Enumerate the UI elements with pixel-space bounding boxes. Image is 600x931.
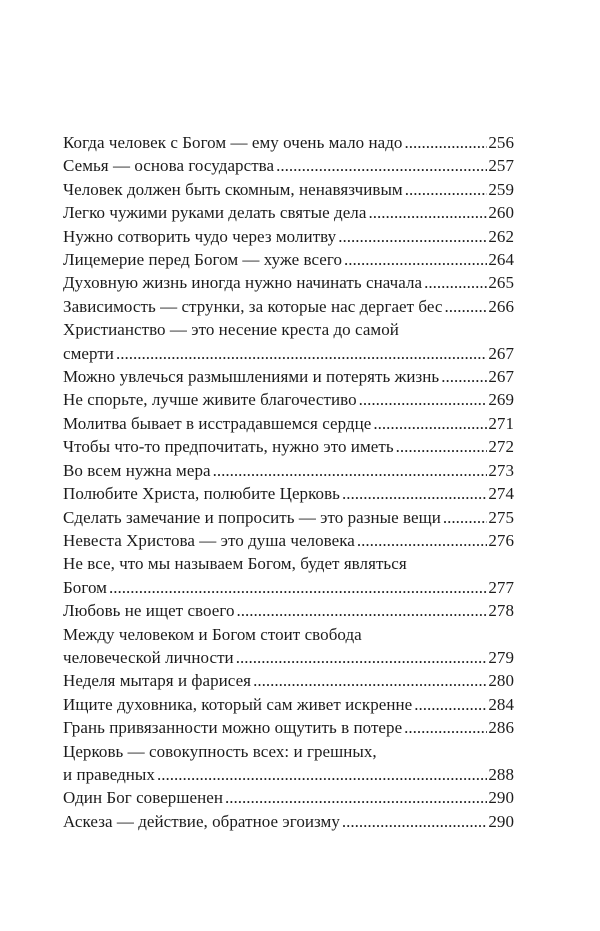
toc-entry: [63, 131, 514, 154]
dot-leader: [396, 435, 488, 458]
toc-entry-title: Сделать замечание и попросить — это разные вещи: [63, 507, 441, 527]
toc-page-number: 260: [488, 203, 514, 223]
toc-page-number: 259: [488, 179, 514, 199]
toc-page-number: 266: [488, 296, 514, 316]
toc-entry: [63, 365, 514, 388]
dot-leader: [237, 599, 488, 622]
table-of-contents: [63, 131, 514, 833]
toc-page-number: 280: [488, 671, 514, 691]
toc-entry: [63, 599, 514, 622]
toc-page-number: 276: [488, 530, 514, 550]
toc-entry-title: Зависимость — струнки, за которые нас дергает бес: [63, 296, 443, 316]
toc-entry-title: Во всем нужна мера: [63, 460, 211, 480]
toc-page-number: 290: [488, 811, 514, 831]
toc-page-number: 277: [488, 577, 514, 597]
toc-entry-title: Полюбите Христа, полюбите Церковь: [63, 484, 340, 504]
dot-leader: [443, 506, 487, 529]
dot-leader: [213, 459, 488, 482]
toc-page-number: 279: [488, 647, 514, 667]
dot-leader: [342, 482, 487, 505]
dot-leader: [357, 529, 487, 552]
toc-entry: [63, 740, 514, 787]
dot-leader: [344, 248, 487, 271]
toc-page-number: 269: [488, 390, 514, 410]
toc-entry: [63, 178, 514, 201]
dot-leader: [225, 786, 487, 809]
toc-entry: [63, 669, 514, 692]
toc-entry: [63, 716, 514, 739]
toc-entry-title: Грань привязанности можно ощутить в потере: [63, 718, 403, 738]
toc-entry: [63, 693, 514, 716]
toc-page-number: 284: [488, 694, 514, 714]
toc-entry: [63, 810, 514, 833]
dot-leader: [342, 810, 487, 833]
toc-entry: [63, 435, 514, 458]
toc-page-number: 278: [488, 601, 514, 621]
toc-entry-title: Церковь — совокупность всех: и грешных,: [63, 741, 377, 761]
toc-entry-title: Невеста Христова — это душа человека: [63, 530, 355, 550]
toc-page-number: 264: [488, 250, 514, 270]
toc-entry: [63, 388, 514, 411]
toc-entry-title: Между человеком и Богом стоит свобода: [63, 624, 362, 644]
toc-entry-title: Человек должен быть скомным, ненавязчивым: [63, 179, 403, 199]
toc-page-number: 267: [488, 367, 514, 387]
toc-entry-title-continued: Богом: [63, 577, 107, 597]
toc-entry-title: Легко чужими руками делать святые дела: [63, 203, 367, 223]
toc-entry: [63, 154, 514, 177]
toc-entry-title: Нужно сотворить чудо через молитву: [63, 226, 337, 246]
toc-entry-title: Молитва бывает в исстрадавшемся сердце: [63, 413, 372, 433]
toc-entry-title: Когда человек с Богом — ему очень мало надо: [63, 133, 403, 152]
dot-leader: [236, 646, 488, 669]
toc-entry-title: Неделя мытаря и фарисея: [63, 671, 252, 691]
toc-page-number: 262: [488, 226, 514, 246]
dot-leader: [424, 271, 487, 294]
toc-entry: [63, 482, 514, 505]
toc-entry: [63, 506, 514, 529]
dot-leader: [253, 669, 487, 692]
dot-leader: [276, 154, 487, 177]
toc-entry: [63, 786, 514, 809]
toc-entry: [63, 271, 514, 294]
toc-entry: [63, 248, 514, 271]
toc-page-number: 273: [488, 460, 514, 480]
toc-entry: [63, 412, 514, 435]
toc-entry: [63, 623, 514, 670]
toc-entry-title: Один Бог совершенен: [63, 788, 223, 808]
dot-leader: [359, 388, 488, 411]
toc-entry-title: Аскеза — действие, обратное эгоизму: [63, 811, 340, 831]
dot-leader: [368, 201, 487, 224]
toc-entry-title: Не спорьте, лучше живите благочестиво: [63, 390, 357, 410]
toc-entry: [63, 529, 514, 552]
dot-leader: [405, 131, 488, 154]
toc-page-number: 275: [488, 507, 514, 527]
dot-leader: [157, 763, 487, 786]
toc-entry: [63, 459, 514, 482]
toc-page-number: 257: [488, 156, 514, 176]
toc-page-number: 272: [488, 437, 514, 457]
dot-leader: [109, 576, 487, 599]
toc-entry-title: Христианство — это несение креста до самой: [63, 320, 399, 340]
dot-leader: [116, 342, 487, 365]
toc-entry-title-continued: человеческой личности: [63, 647, 234, 667]
toc-entry-title: Не все, что мы называем Богом, будет являться: [63, 554, 407, 574]
toc-entry: [63, 295, 514, 318]
toc-entry-title: Духовную жизнь иногда нужно начинать сначала: [63, 273, 423, 293]
toc-entry: [63, 225, 514, 248]
dot-leader: [445, 295, 488, 318]
toc-entry-title: Семья — основа государства: [63, 156, 275, 176]
dot-leader: [404, 716, 487, 739]
toc-page-number: 286: [488, 718, 514, 738]
toc-page-number: 274: [488, 484, 514, 504]
toc-entry-title: Лицемерие перед Богом — хуже всего: [63, 250, 342, 270]
toc-entry-title-continued: смерти: [63, 343, 114, 363]
dot-leader: [373, 412, 487, 435]
toc-entry-title: Чтобы что-то предпочитать, нужно это иметь: [63, 437, 394, 457]
toc-entry-title: Ищите духовника, который сам живет искренне: [63, 694, 413, 714]
dot-leader: [441, 365, 487, 388]
toc-page-number: 288: [488, 764, 514, 784]
toc-page-number: 256: [488, 133, 514, 152]
toc-page-number: 265: [488, 273, 514, 293]
toc-entry-title: Любовь не ищет своего: [63, 601, 235, 621]
toc-entry-title: Можно увлечься размышлениями и потерять жизнь: [63, 367, 440, 387]
toc-page-number: 290: [488, 788, 514, 808]
toc-page-number: 271: [488, 413, 514, 433]
toc-entry: [63, 318, 514, 365]
toc-entry: [63, 201, 514, 224]
dot-leader: [405, 178, 488, 201]
toc-entry: [63, 552, 514, 599]
toc-entry-title-continued: и праведных: [63, 764, 155, 784]
toc-page-number: 267: [488, 343, 514, 363]
dot-leader: [414, 693, 487, 716]
dot-leader: [338, 225, 487, 248]
